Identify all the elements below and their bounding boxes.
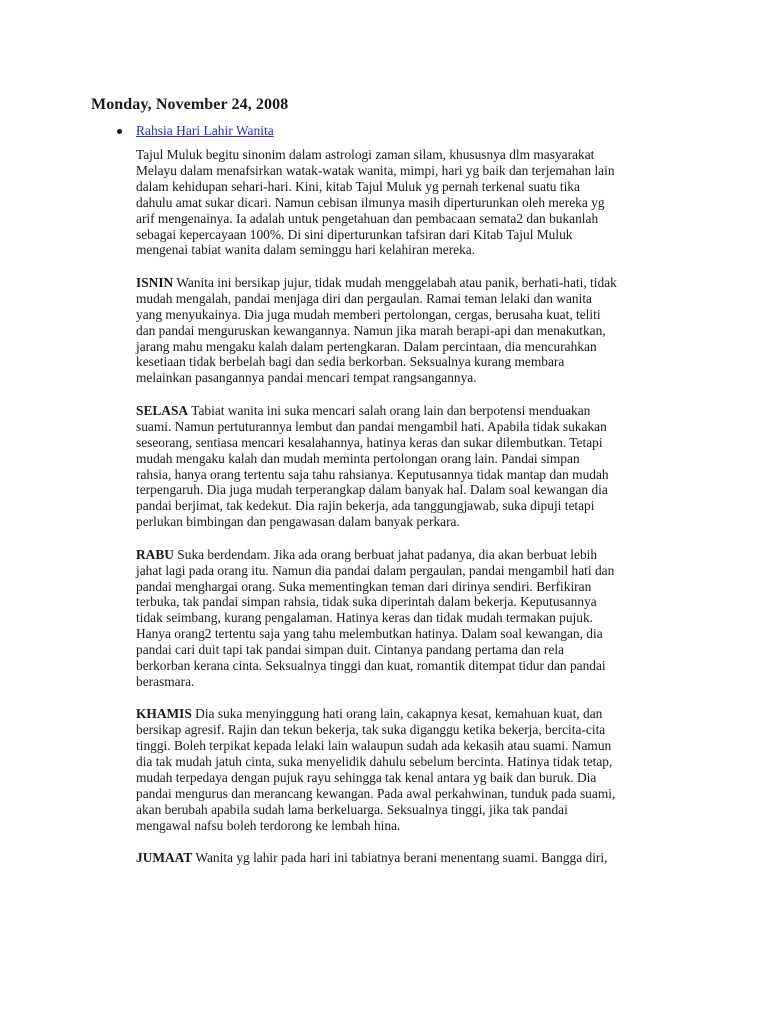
text-line	[136, 275, 696, 291]
text-line: perlukan bimbingan dan pengawasan dalam banyak perkara.	[136, 514, 460, 530]
day-first-line-text: Suka berdendam. Jika ada orang berbuat jahat padanya, dia akan berbuat lebih	[173, 546, 598, 562]
day-name: RABU	[136, 546, 174, 562]
text-line: sebagai kepercayaan 100%. Di sini diperturunkan tafsiran dari Kitab Tajul Muluk	[136, 226, 573, 242]
text-line: arif mengenainya. Ia adalah untuk pengetahuan dan pembacaan semata2 dan bukanlah	[136, 210, 599, 226]
text-line: pandai mengurus dan merancang kewangan. Pada awal perkahwinan, tunduk pada suami,	[136, 786, 616, 801]
day-first-line-text: Wanita yg lahir pada hari ini tabiatnya berani menentang suami. Bangga diri,	[192, 850, 608, 866]
text-line	[136, 706, 696, 722]
text-line: dahulu amat sukar dicari. Namun cebisan ilmunya masih diperturunkan oleh mereka yg	[136, 194, 605, 210]
post-body	[136, 147, 696, 866]
text-line	[136, 850, 696, 866]
text-line: tinggi. Boleh terpikat kepada lelaki lain walaupun sudah ada kekasih atau suami. Namun	[136, 738, 612, 754]
bullet-icon	[117, 129, 122, 134]
text-line	[136, 403, 696, 419]
day-paragraph-khamis	[136, 706, 696, 833]
text-line: Tajul Muluk begitu sinonim dalam astrologi zaman silam, khususnya dlm masyarakat	[136, 147, 595, 162]
day-name: SELASA	[136, 402, 189, 418]
post-date: Monday, November 24, 2008	[91, 96, 289, 113]
text-line: Melayu dalam menafsirkan watak-watak wanita, mimpi, hari yg baik dan terjemahan lain	[136, 162, 615, 178]
day-paragraph-rabu	[136, 547, 696, 690]
text-line: melainkan pasangannya pandai mencari tempat rangsangannya.	[136, 370, 477, 386]
text-line: yang menyukainya. Dia juga mudah memberi pertolongan, cergas, berusaha kuat, teliti	[136, 306, 601, 322]
text-line: mengawal nafsu boleh terdorong ke lembah hina.	[136, 817, 401, 833]
text-line: seseorang, sentiasa mencari kesalahannya, hatinya keras dan sukar dilembutkan. Tetapi	[136, 434, 603, 450]
text-line: dia tak mudah jatuh cinta, suka menyelidik dahulu sebelum bercinta. Hatinya tidak tetap,	[136, 754, 613, 770]
day-name: KHAMIS	[136, 706, 192, 722]
text-line: tidak seimbang, kurang pengalaman. Hatinya keras dan tidak mudah termakan pujuk.	[136, 610, 594, 626]
day-first-line-text: Wanita ini bersikap jujur, tidak mudah menggelabah atau panik, berhati-hati, tidak	[173, 274, 617, 290]
text-line: bersikap agresif. Rajin dan tekun bekerja, tak suka diganggu ketika bekerja, bercita-cita	[136, 722, 606, 738]
text-line: berasmara.	[136, 673, 195, 689]
text-line: rahsia, hanya orang tertentu saja tahu rahsianya. Keputusannya tidak mantap dan mudah	[136, 466, 609, 482]
day-first-line-text: Tabiat wanita ini suka mencari salah orang lain dan berpotensi menduakan	[188, 402, 591, 418]
text-line: mudah terpedaya dengan pujuk rayu sehingga tak kenal antara yg baik dan buruk. Dia	[136, 770, 597, 786]
text-line: kesetiaan tidak berbelah bagi dan sedia berkorban. Seksualnya kurang membara	[136, 354, 565, 370]
text-line: jahat lagi pada orang itu. Namun dia pandai dalam pergaulan, pandai mengambil hati dan	[136, 562, 615, 578]
text-line: dalam kehidupan sehari-hari. Kini, kitab Tajul Muluk yg pernah terkenal suatu tika	[136, 178, 580, 194]
post-title-link[interactable]: Rahsia Hari Lahir Wanita	[136, 123, 274, 138]
day-paragraph-selasa	[136, 403, 696, 530]
text-line: pandai cari duit tapi tak pandai simpan duit. Cintanya pandang pertama dan rela	[136, 642, 564, 658]
text-line: dan pandai menguruskan kewangannya. Namun jika marah berapi-api dan menakutkan,	[136, 322, 606, 338]
text-line: Hanya orang2 tertentu saja yang tahu melembutkan hatinya. Dalam soal kewangan, dia	[136, 626, 603, 642]
text-line: akan berubah apabila sudah lama berkeluarga. Seksualnya tinggi, jika tak pandai	[136, 801, 568, 817]
day-first-line-text: Dia suka menyinggung hati orang lain, cakapnya kesat, kemahuan kuat, dan	[191, 706, 603, 722]
text-line: berkorban kerana cinta. Seksualnya tinggi dan kuat, romantik ditempat tidur dan pandai	[136, 658, 606, 674]
text-line: suami. Namun pertuturannya lembut dan pandai mengambil hati. Apabila tidak sukakan	[136, 418, 607, 434]
text-line: pandai menghargai orang. Suka mementingkan teman dari dirinya sendiri. Berfikiran	[136, 578, 592, 594]
text-line: mudah mengaku kalah dan mudah meminta pertolongan orang lain. Pandai simpan	[136, 450, 580, 466]
text-line: terpengaruh. Dia juga mudah terperangkap dalam banyak hal. Dalam soal kewangan dia	[136, 482, 608, 498]
day-name: ISNIN	[136, 274, 174, 290]
text-line: jarang mahu mengaku kalah dalam pertengkaran. Dalam percintaan, dia mencurahkan	[136, 338, 597, 354]
intro-paragraph	[136, 147, 696, 258]
text-line: terbuka, tak pandai simpan rahsia, tidak suka diperintah dalam bekerja. Keputusannya	[136, 594, 597, 610]
day-paragraph-jumaat	[136, 850, 696, 866]
text-line: mudah mengalah, pandai menjaga diri dan pergaulan. Ramai teman lelaki dan wanita	[136, 290, 592, 306]
text-line: pandai berjimat, tak kedekut. Dia rajin bekerja, ada tanggungjawab, suka dipuji tetapi	[136, 498, 595, 514]
text-line: mengenai tabiat wanita dalam seminggu hari kelahiran mereka.	[136, 242, 476, 258]
day-paragraph-isnin	[136, 275, 696, 386]
day-name: JUMAAT	[136, 850, 193, 866]
text-line	[136, 547, 696, 563]
